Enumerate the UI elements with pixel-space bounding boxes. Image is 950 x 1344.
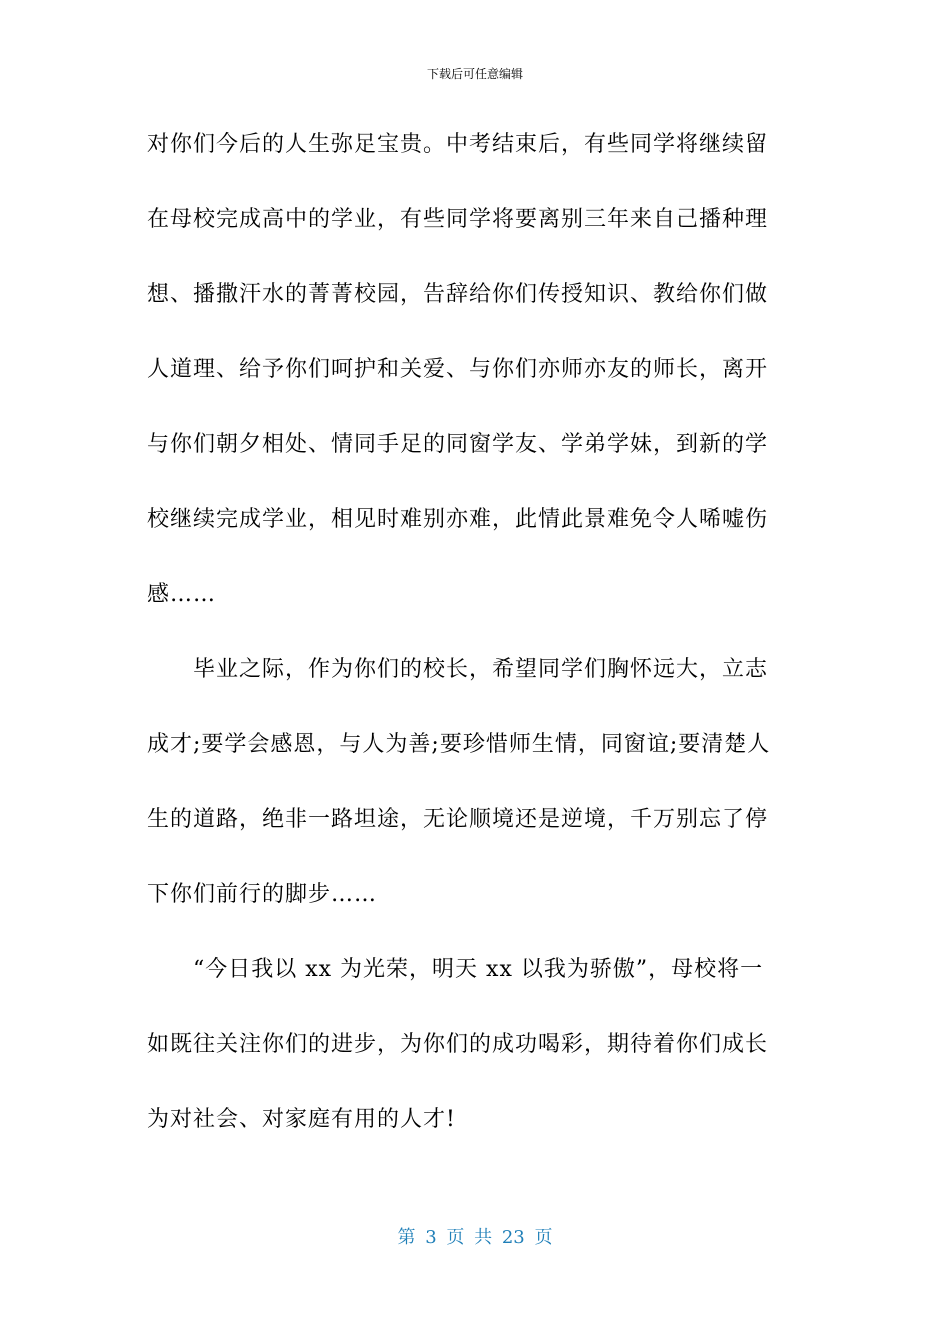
body-line: 生的道路，绝非一路坦途，无论顺境还是逆境，千万别忘了停 bbox=[147, 807, 769, 832]
body-line: 校继续完成学业，相见时难别亦难，此情此景难免令人唏嘘伤 bbox=[147, 507, 769, 532]
paragraph-start-line: 毕业之际，作为你们的校长，希望同学们胸怀远大，立志 bbox=[193, 657, 769, 682]
page-header: 下载后可任意编辑 bbox=[426, 67, 523, 81]
paragraph-start-line: “今日我以 xx 为光荣，明天 xx 以我为骄傲”，母校将一 bbox=[193, 957, 764, 982]
body-line: 成才;要学会感恩，与人为善;要珍惜师生情，同窗谊;要清楚人 bbox=[147, 732, 771, 757]
body-line: 想、播撒汗水的菁菁校园，告辞给你们传授知识、教给你们做 bbox=[147, 282, 769, 307]
body-line: 与你们朝夕相处、情同手足的同窗学友、学弟学妹，到新的学 bbox=[147, 432, 769, 457]
body-line: 在母校完成高中的学业，有些同学将要离别三年来自己播种理 bbox=[147, 207, 769, 232]
body-line: 对你们今后的人生弥足宝贵。中考结束后，有些同学将继续留 bbox=[147, 132, 769, 157]
body-line: 如既往关注你们的进步，为你们的成功喝彩，期待着你们成长 bbox=[147, 1032, 769, 1057]
document-body bbox=[147, 122, 807, 1172]
page-number-footer: 第 3 页 共 23 页 bbox=[397, 1227, 553, 1248]
body-line: 下你们前行的脚步…… bbox=[147, 882, 378, 907]
body-line: 人道理、给予你们呵护和关爱、与你们亦师亦友的师长，离开 bbox=[147, 357, 769, 382]
body-line: 为对社会、对家庭有用的人才! bbox=[147, 1107, 456, 1132]
body-line: 感…… bbox=[147, 582, 217, 607]
